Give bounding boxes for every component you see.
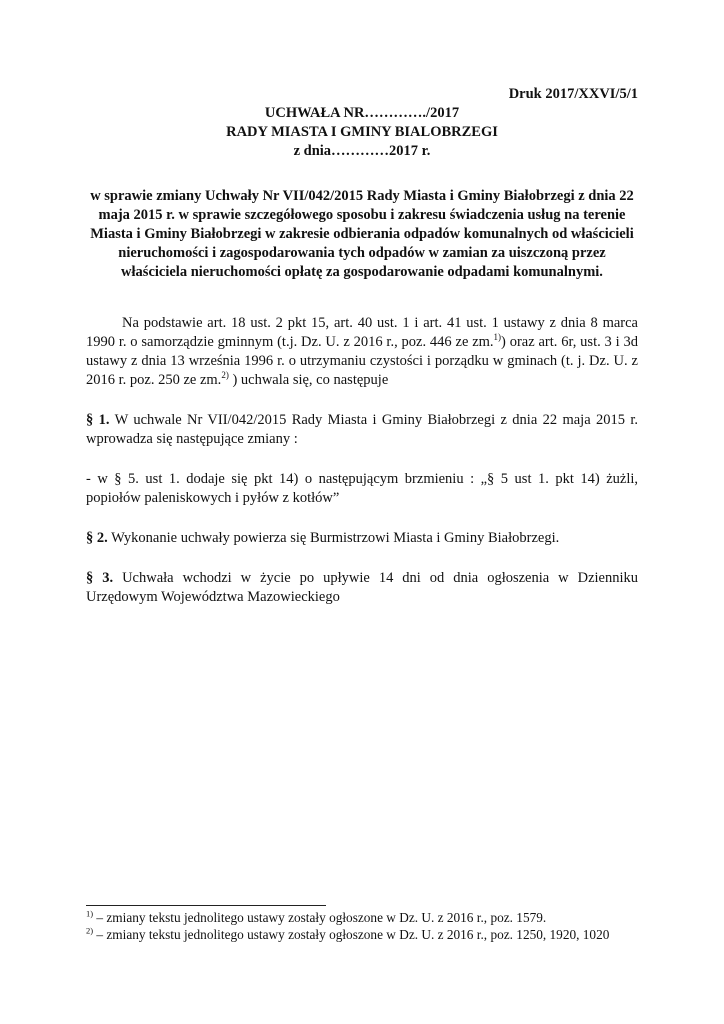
section-label: § 1. <box>86 412 110 428</box>
section-label: § 3. <box>86 570 114 586</box>
resolution-date: z dnia…………2017 r. <box>293 143 431 159</box>
footnote-mark: 1) <box>86 908 94 919</box>
section-text: Uchwała wchodzi w życie po upływie 14 dni od dnia ogłoszenia w Dzienniku Urzędowym Województwa Mazowieckiego <box>86 570 639 605</box>
footnote-ref-1: 1) <box>493 332 502 343</box>
resolution-body <box>86 314 638 628</box>
section-label: § 2. <box>86 530 108 546</box>
resolution-header <box>86 104 638 161</box>
section-text: Wykonanie uchwały powierza się Burmistrzowi Miasta i Gminy Białobrzegi. <box>107 530 560 546</box>
section-3 <box>86 569 638 607</box>
amendment-item <box>86 470 638 508</box>
resolution-number: UCHWAŁA NR…………./2017 <box>264 105 460 121</box>
section-text: W uchwale Nr VII/042/2015 Rady Miasta i Gminy Białobrzegi z dnia 22 maja 2015 r. wprowadza się następujące zmiany : <box>86 412 638 447</box>
footnote-2: $^{2)}$ – zmiany tekstu jednolitego ustawy zostały ogłoszone w Dz. U. z 2016 r., poz. 1250, 1920, 1020 <box>86 925 610 942</box>
preamble: Na podstawie art. 18 ust. 2 pkt 15, art. 40 ust. 1 i art. 41 ust. 1 ustawy z dnia 8 marca 1990 r. o samorządzie gminnym (t.j. Dz. U. z 2016 r., poz. 446 ze zm.$^{1)}$) oraz art. 6r, ust. 3 i 3d ustawy z dnia 13 września 1996 r. o utrzymaniu czystości i porządku w gminach (t. j. Dz. U. z 2016 r. poz. 250 ze zm.$^{2)}$ ) uchwala się, co następuje <box>86 315 638 388</box>
footnote-divider <box>86 905 326 906</box>
section-text: - w § 5. ust 1. dodaje się pkt 14) o następującym brzmieniu : „§ 5 ust 1. pkt 14) żużli, popiołów paleniskowych i pyłów z kotłów” <box>86 471 638 506</box>
footnote-ref-2: 2) <box>221 370 229 381</box>
footnote-1: $^{1)}$ – zmiany tekstu jednolitego ustawy zostały ogłoszone w Dz. U. z 2016 r., poz. 1579. <box>86 908 547 925</box>
print-number: Druk 2017/XXVI/5/1 <box>508 86 638 102</box>
resolution-subject: w sprawie zmiany Uchwały Nr VII/042/2015 Rady Miasta i Gminy Białobrzegi z dnia 22 maja 2015 r. w sprawie szczegółowego sposobu i zakresu świadczenia usług na terenie Miasta i Gminy Białobrzegi w zakresie odbierania odpadów komunalnych od właścicieli nieruchomości i zagospodarowania tych odpadów w zamian za uiszczoną przez właściciela nieruchomości opłatę za gospodarowanie odpadami komunalnymi. <box>90 188 634 280</box>
council-name: RADY MIASTA I GMINY BIALOBRZEGI <box>226 124 498 140</box>
footnote-mark: 2) <box>86 925 94 936</box>
footnotes <box>86 909 638 943</box>
section-2 <box>86 529 638 548</box>
section-1 <box>86 411 638 449</box>
